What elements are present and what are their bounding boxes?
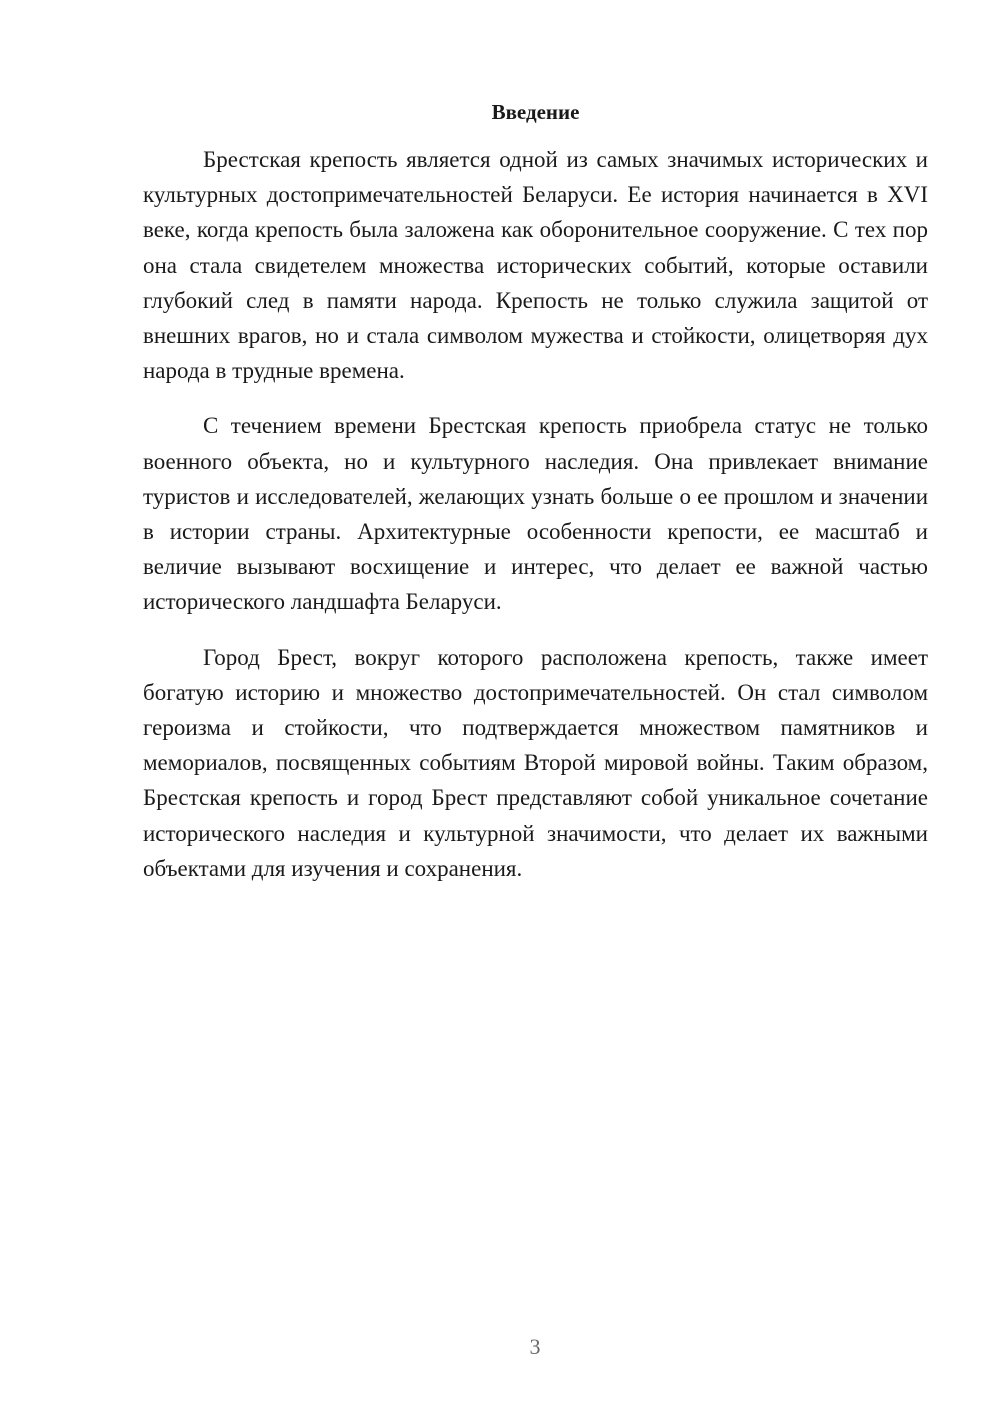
section-heading: Введение xyxy=(491,100,580,124)
paragraph-2: С течением времени Брестская крепость приобрела статус не только военного объекта, но и культурного наследия. Она привлекает внимание туристов и исследователей, желающих узнать больше о ее прошлом и значении в истории страны. Архитектурные особенности крепости, ее масштаб и величие вызывают восхищение и интерес, что делает ее важной частью исторического ландшафта Беларуси. xyxy=(143,413,928,615)
body-text xyxy=(143,142,928,906)
paragraph-1: Брестская крепость является одной из самых значимых исторических и культурных достопримечательностей Беларуси. Ее история начинается в XVI веке, когда крепость была заложена как оборонительное сооружение. С тех пор она стала свидетелем множества исторических событий, которые оставили глубокий след в памяти народа. Крепость не только служила защитой от внешних врагов, но и стала символом мужества и стойкости, олицетворяя дух народа в трудные времена. xyxy=(143,147,928,384)
page-number: 3 xyxy=(529,1334,541,1359)
paragraph-3: Город Брест, вокруг которого расположена крепость, также имеет богатую историю и множество достопримечательностей. Он стал символом героизма и стойкости, что подтверждается множеством памятников и мемориалов, посвященных событиям Второй мировой войны. Таким образом, Брестская крепость и город Брест представляют собой уникальное сочетание исторического наследия и культурной значимости, что делает их важными объектами для изучения и сохранения. xyxy=(143,644,928,881)
